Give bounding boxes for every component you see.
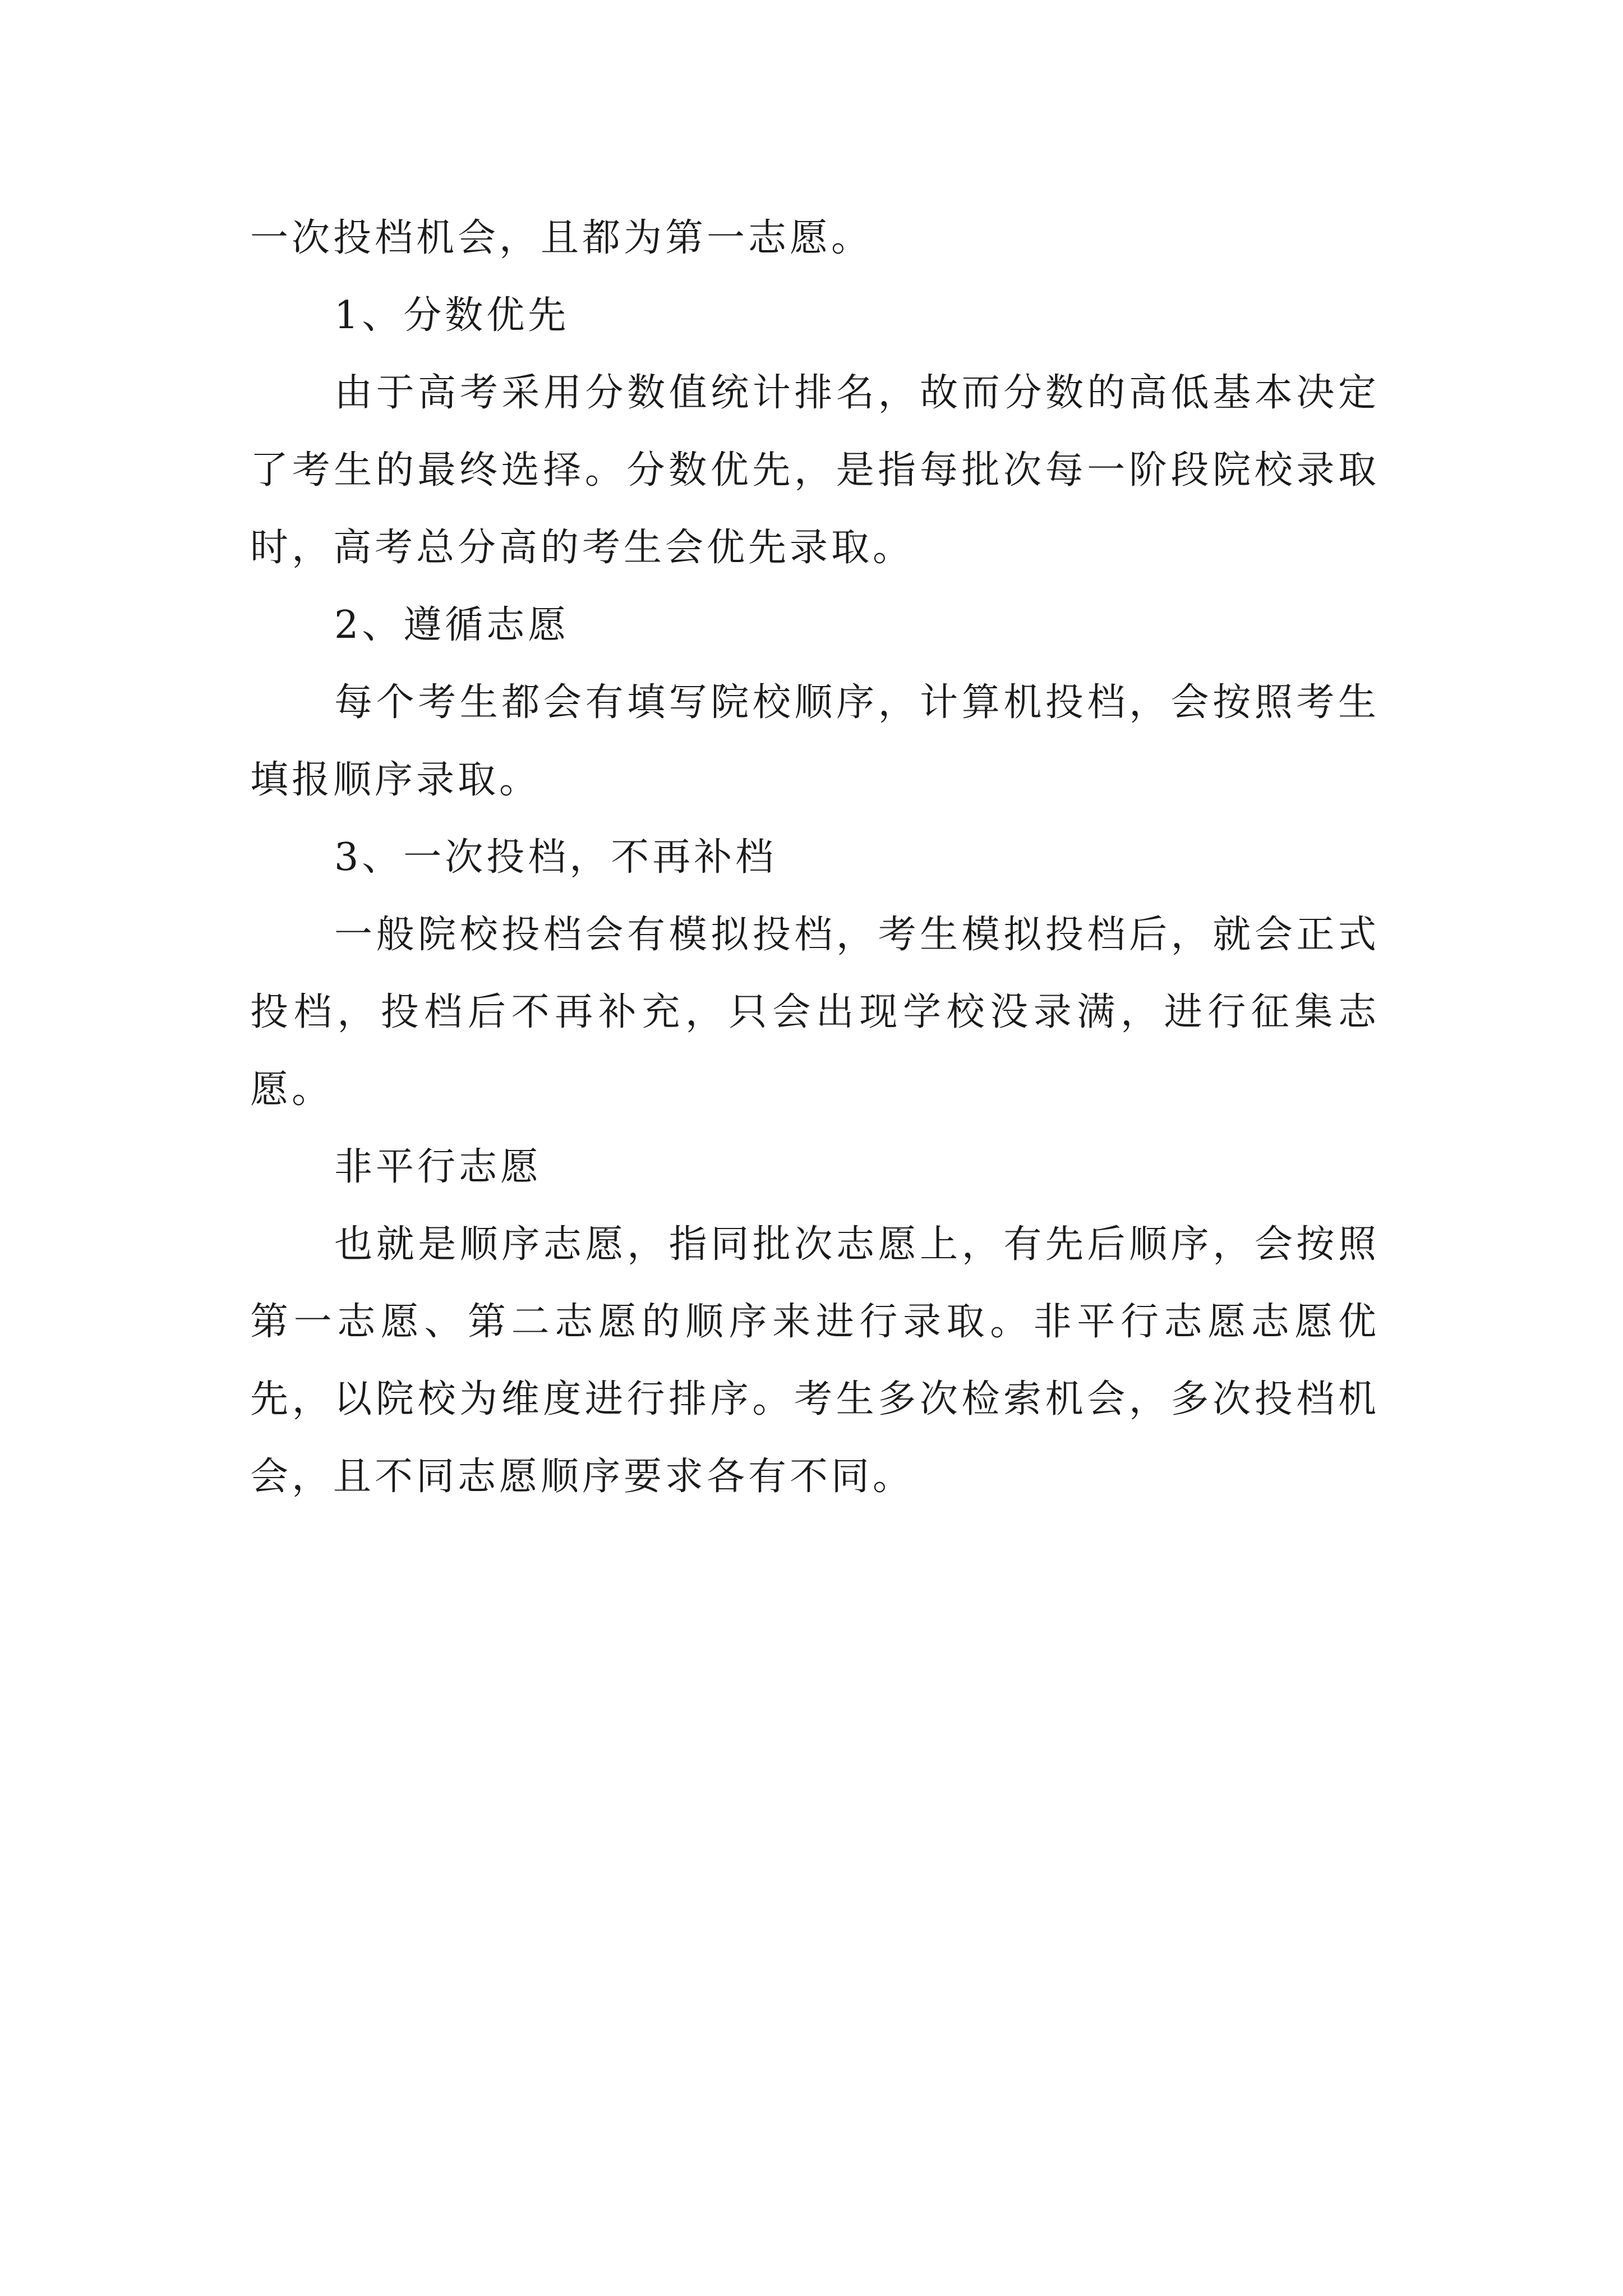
heading-non-parallel: 非平行志愿 [334, 1145, 542, 1189]
paragraph-non-parallel: 也就是顺序志愿，指同批次志愿上，有先后顺序，会按照第一志愿、第二志愿的顺序来进行录取。非平行志愿志愿优先，以院校为维度进行排序。考生多次检索机会，多次投档机会，且不同志愿顺序要求各有不同。 [250, 1222, 1380, 1499]
paragraph-continuation: 一次投档机会，且都为第一志愿。 [250, 216, 873, 260]
paragraph-score-priority: 由于高考采用分数值统计排名，故而分数的高低基本决定了考生的最终选择。分数优先，是指每批次每一阶段院校录取时，高考总分高的考生会优先录取。 [250, 371, 1380, 570]
paragraph-follow-preference: 每个考生都会有填写院校顺序，计算机投档，会按照考生填报顺序录取。 [250, 680, 1380, 802]
heading-single-submission: 3、一次投档，不再补档 [334, 835, 777, 880]
heading-score-priority: 1、分数优先 [334, 293, 570, 338]
heading-follow-preference: 2、遵循志愿 [334, 603, 570, 647]
paragraph-single-submission: 一般院校投档会有模拟投档，考生模拟投档后，就会正式投档，投档后不再补充，只会出现学校没录满，进行征集志愿。 [250, 913, 1380, 1112]
document-body [250, 200, 1380, 1516]
